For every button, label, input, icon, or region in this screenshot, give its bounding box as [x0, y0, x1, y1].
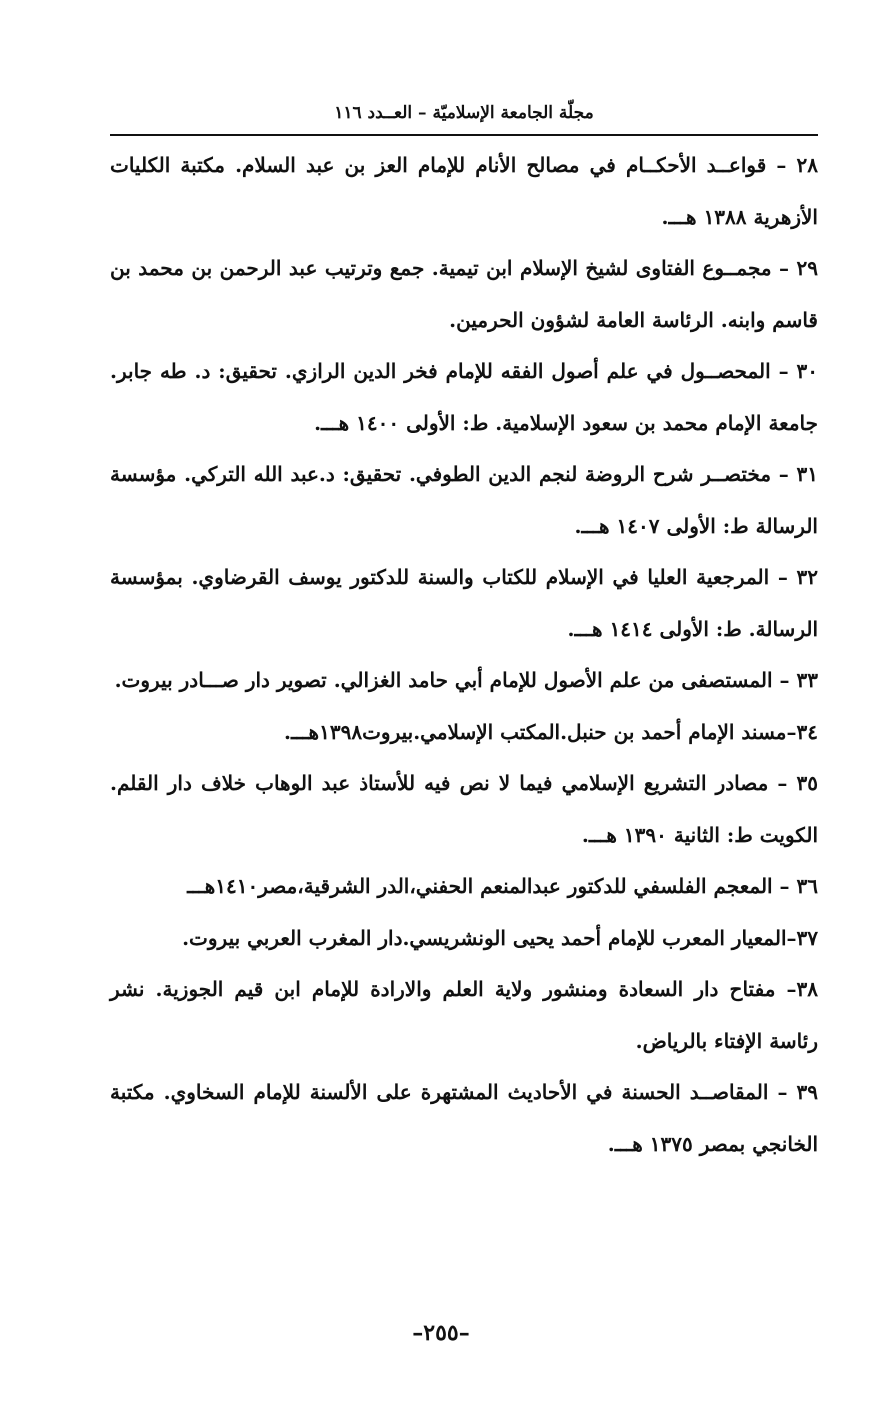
reference-item-37: ٣٧–المعيار المعرب للإمام أحمد يحيى الونشريسي.دار المغرب العربي بيروت. [182, 925, 818, 950]
page-number: –٢٥٥– [412, 1320, 470, 1346]
reference-item-34: ٣٤–مسند الإمام أحمد بن حنبل.المكتب الإسلامي.بيروت١٣٩٨هـــ. [284, 719, 818, 744]
reference-item-36: ٣٦ – المعجم الفلسفي للدكتور عبدالمنعم الحفني،الدر الشرقية،مصر١٤١٠هـــ [187, 874, 818, 898]
reference-item-28: ٢٨ – قواعــد الأحكــام في مصالح الأنام للإمام العز بن عبد السلام. مكتبة الكليات الأزهرية ١٣٨٨ هـــ. [110, 153, 818, 229]
running-header: مجلّة الجامعة الإسلاميّة – العــدد ١١٦ [334, 103, 594, 123]
reference-item-38: ٣٨– مفتاح دار السعادة ومنشور ولاية العلم والارادة للإمام ابن قيم الجوزية. نشر رئاسة الإفتاء بالرياض. [110, 977, 818, 1053]
references-list [110, 140, 818, 1170]
reference-item-39: ٣٩ – المقاصــد الحسنة في الأحاديث المشتهرة على الألسنة للإمام السخاوي. مكتبة الخانجي بمصر ١٣٧٥ هـــ. [110, 1080, 818, 1156]
reference-item-35: ٣٥ – مصادر التشريع الإسلامي فيما لا نص فيه للأستاذ عبد الوهاب خلاف دار القلم. الكويت ط: الثانية ١٣٩٠ هـــ. [110, 771, 818, 847]
reference-item-33: ٣٣ – المستصفى من علم الأصول للإمام أبي حامد الغزالي. تصوير دار صـــادر بيروت. [114, 668, 818, 692]
reference-item-29: ٢٩ – مجمــوع الفتاوى لشيخ الإسلام ابن تيمية. جمع وترتيب عبد الرحمن بن محمد بن قاسم وابنه. الرئاسة العامة لشؤون الحرمين. [110, 256, 818, 332]
reference-item-32: ٣٢ – المرجعية العليا في الإسلام للكتاب والسنة للدكتور يوسف القرضاوي. بمؤسسة الرسالة. ط: الأولى ١٤١٤ هـــ. [110, 565, 818, 641]
header-divider [110, 134, 818, 136]
reference-item-30: ٣٠ – المحصــول في علم أصول الفقه للإمام فخر الدين الرازي. تحقيق: د. طه جابر. جامعة الإمام محمد بن سعود الإسلامية. ط: الأولى ١٤٠٠ هـــ. [110, 359, 818, 435]
reference-item-31: ٣١ – مختصــر شرح الروضة لنجم الدين الطوفي. تحقيق: د.عبد الله التركي. مؤسسة الرسالة ط: الأولى ١٤٠٧ هـــ. [110, 462, 818, 538]
